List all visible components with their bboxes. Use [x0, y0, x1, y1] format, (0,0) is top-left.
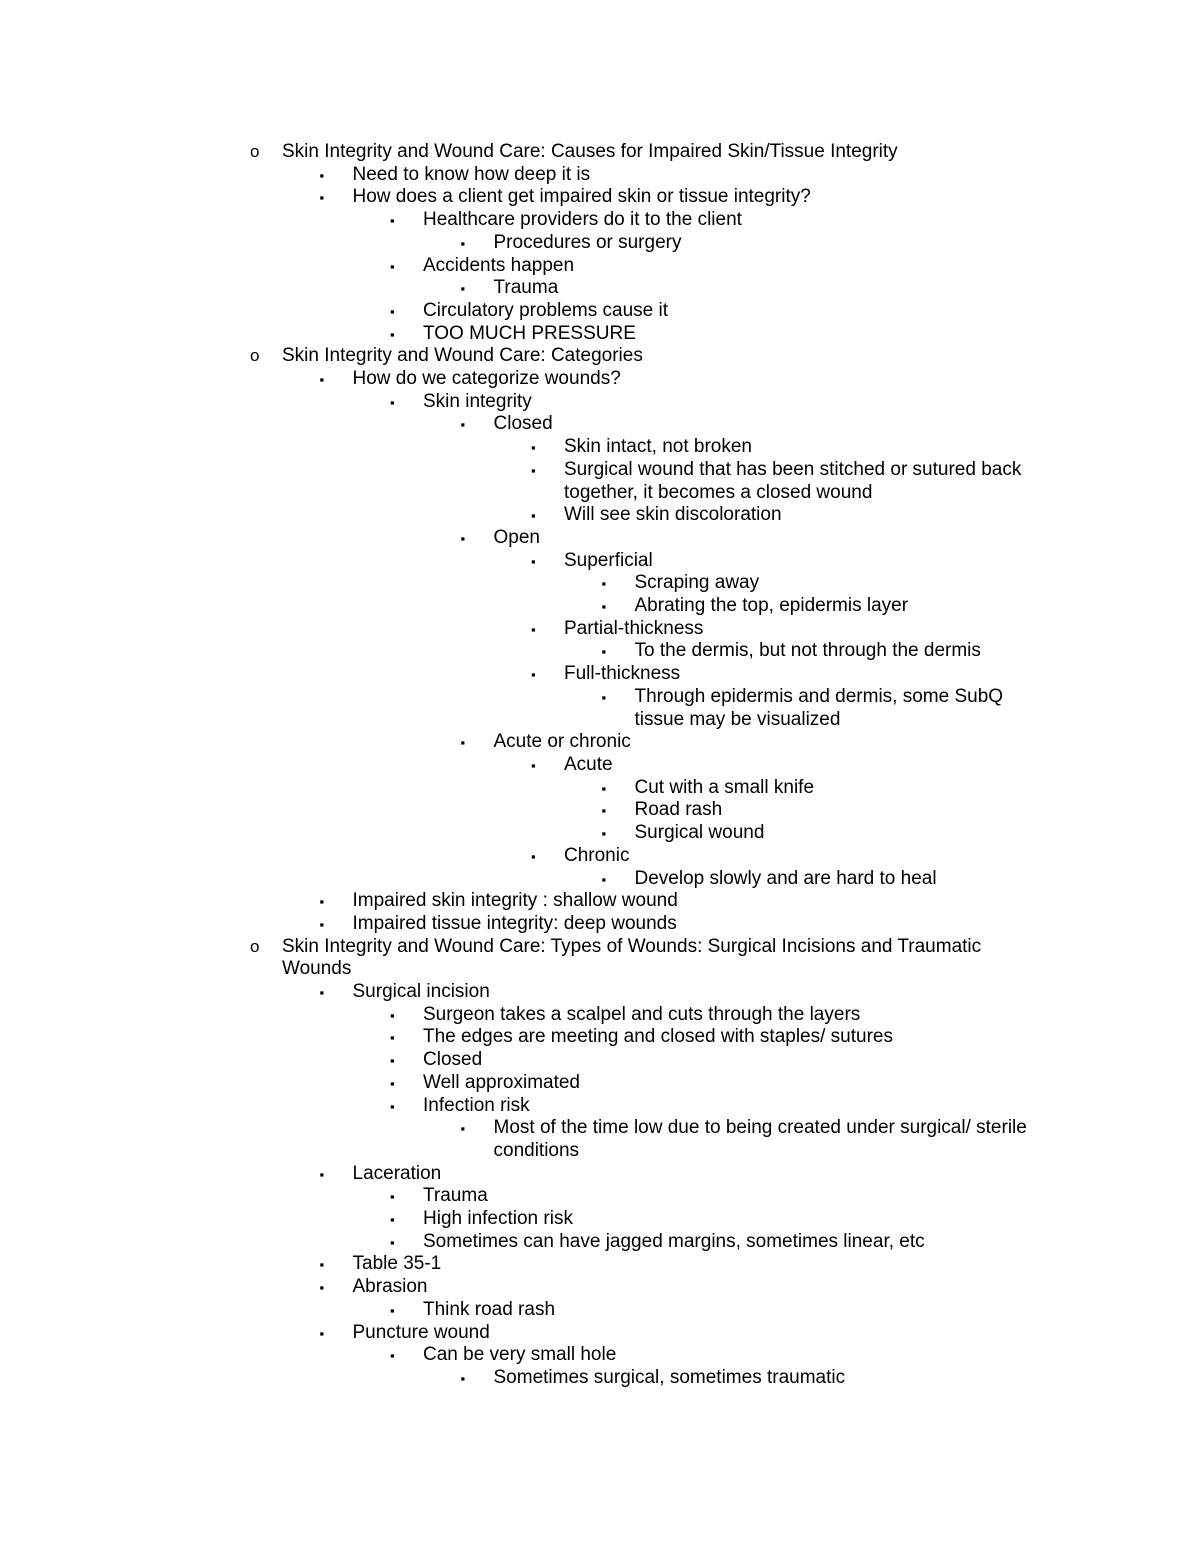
outline-item-text: Closed: [423, 1049, 483, 1071]
outline-item-level-0: [0, 141, 1200, 164]
outline-item-level-0: [0, 345, 1200, 368]
square-bullet-icon: ▪: [319, 1166, 325, 1182]
outline-item-text: Surgical wound that has been stitched or sutured back together, it becomes a closed wound: [564, 458, 1022, 503]
square-bullet-icon: ▪: [319, 985, 325, 1001]
outline-item-text: Skin intact, not broken: [564, 436, 752, 458]
square-bullet-icon: ▪: [460, 1370, 466, 1386]
outline-item-text: To the dermis, but not through the dermis: [634, 640, 981, 662]
outline-item-text: Closed: [493, 413, 553, 435]
outline-item-level-1: [0, 890, 1200, 913]
outline-item-level-3: [0, 232, 1200, 255]
square-bullet-icon: ▪: [390, 1302, 395, 1318]
square-bullet-icon: ▪: [601, 826, 607, 842]
outline-item-text: Table 35-1: [352, 1253, 442, 1275]
outline-item-level-0: [0, 936, 1200, 981]
outline-item-level-3: [0, 1367, 1200, 1390]
outline-item-level-2: [0, 255, 1200, 278]
outline-item-level-4: [0, 459, 1200, 504]
outline-item-level-5: [0, 595, 1200, 618]
square-bullet-icon: ▪: [390, 303, 395, 319]
square-bullet-icon: ▪: [390, 1007, 395, 1023]
square-bullet-icon: ▪: [601, 599, 607, 615]
outline-item-text: Develop slowly and are hard to heal: [634, 867, 937, 889]
outline-item-level-1: [0, 186, 1200, 209]
outline-item-level-2: [0, 391, 1200, 414]
square-bullet-icon: ▪: [390, 1348, 395, 1364]
outline-item-level-2: [0, 1072, 1200, 1095]
outline-item-text: Infection risk: [423, 1094, 530, 1116]
square-bullet-icon: ▪: [319, 916, 325, 932]
outline-item-text: TOO MUCH PRESSURE: [423, 322, 636, 344]
outline-item-level-3: [0, 413, 1200, 436]
outline-item-text: Abrating the top, epidermis layer: [634, 595, 909, 617]
square-bullet-icon: ▪: [531, 440, 536, 456]
outline-item-text: Scraping away: [634, 572, 760, 594]
outline-item-text: Skin integrity: [423, 390, 532, 412]
square-bullet-icon: ▪: [531, 667, 536, 683]
square-bullet-icon: ▪: [319, 372, 325, 388]
outline-item-text: Trauma: [423, 1185, 488, 1207]
square-bullet-icon: ▪: [319, 1257, 325, 1273]
outline-item-level-4: [0, 618, 1200, 641]
outline-item-text: Most of the time low due to being created under surgical/ sterile conditions: [493, 1117, 1027, 1161]
outline-item-level-5: [0, 640, 1200, 663]
outline-item-text: High infection risk: [423, 1208, 573, 1230]
outline-item-text: Healthcare providers do it to the client: [423, 209, 742, 231]
outline-item-level-5: [0, 777, 1200, 800]
outline-item-text: Impaired tissue integrity: deep wounds: [352, 912, 677, 934]
outline-item-text: How do we categorize wounds?: [352, 368, 621, 390]
square-bullet-icon: ▪: [460, 417, 466, 433]
outline-item-text: Trauma: [493, 277, 559, 299]
outline-item-text: Full-thickness: [564, 663, 681, 685]
circle-bullet-icon: o: [250, 346, 260, 366]
outline-item-level-4: [0, 663, 1200, 686]
square-bullet-icon: ▪: [390, 1212, 395, 1228]
outline-item-level-2: [0, 1004, 1200, 1027]
outline-item-level-5: [0, 822, 1200, 845]
outline-item-text: Procedures or surgery: [493, 231, 682, 253]
outline-item-level-1: [0, 913, 1200, 936]
square-bullet-icon: ▪: [531, 848, 536, 864]
outline-item-level-2: [0, 323, 1200, 346]
outline-item-text: Acute: [564, 753, 613, 775]
circle-bullet-icon: o: [250, 142, 260, 161]
outline-item-level-1: [0, 164, 1200, 187]
outline-item-level-2: [0, 1208, 1200, 1231]
outline-item-text: Sometimes surgical, sometimes traumatic: [493, 1366, 846, 1388]
outline-item-text: The edges are meeting and closed with staples/ sutures: [423, 1026, 893, 1048]
outline-item-level-1: [0, 981, 1200, 1004]
outline-item-text: Road rash: [634, 799, 723, 821]
outline-item-text: Circulatory problems cause it: [423, 299, 668, 321]
square-bullet-icon: ▪: [390, 1075, 395, 1091]
outline-item-level-1: [0, 1322, 1200, 1345]
outline-item-text: Sometimes can have jagged margins, sometimes linear, etc: [423, 1230, 925, 1252]
outline-item-level-2: [0, 1185, 1200, 1208]
square-bullet-icon: ▪: [601, 576, 607, 592]
square-bullet-icon: ▪: [390, 1098, 395, 1114]
square-bullet-icon: ▪: [319, 190, 325, 206]
outline-item-level-4: [0, 504, 1200, 527]
square-bullet-icon: ▪: [390, 213, 395, 229]
outline-item-level-2: [0, 1299, 1200, 1322]
outline-item-level-5: [0, 686, 1200, 731]
outline-item-level-2: [0, 1095, 1200, 1118]
square-bullet-icon: ▪: [531, 553, 536, 569]
square-bullet-icon: ▪: [531, 462, 536, 478]
outline-item-level-5: [0, 799, 1200, 822]
square-bullet-icon: ▪: [531, 757, 536, 773]
square-bullet-icon: ▪: [319, 167, 325, 183]
outline-item-text: Can be very small hole: [423, 1344, 617, 1366]
square-bullet-icon: ▪: [390, 394, 395, 410]
square-bullet-icon: ▪: [460, 735, 466, 751]
outline-item-text: Well approximated: [423, 1071, 581, 1093]
outline-item-text: Acute or chronic: [493, 731, 631, 753]
outline-item-text: Chronic: [564, 844, 630, 866]
outline-item-level-2: [0, 209, 1200, 232]
outline-item-text: Need to know how deep it is: [352, 163, 591, 185]
outline-item-text: Impaired skin integrity : shallow wound: [352, 890, 678, 912]
outline-item-text: Surgical incision: [352, 981, 490, 1003]
outline-item-level-5: [0, 572, 1200, 595]
outline-item-level-4: [0, 436, 1200, 459]
square-bullet-icon: ▪: [390, 1053, 395, 1069]
outline-item-level-1: [0, 368, 1200, 391]
outline-item-text: Skin Integrity and Wound Care: Categories: [282, 345, 643, 367]
outline-item-level-4: [0, 845, 1200, 868]
outline-item-level-2: [0, 1231, 1200, 1254]
outline-item-level-3: [0, 277, 1200, 300]
square-bullet-icon: ▪: [531, 508, 536, 524]
square-bullet-icon: ▪: [390, 326, 395, 342]
outline-item-text: Laceration: [352, 1162, 442, 1184]
square-bullet-icon: ▪: [601, 689, 607, 705]
outline-item-level-2: [0, 1344, 1200, 1367]
outline-item-text: Abrasion: [352, 1276, 428, 1298]
document-outline: [0, 141, 1200, 1390]
outline-item-text: Partial-thickness: [564, 617, 704, 639]
square-bullet-icon: ▪: [601, 644, 607, 660]
square-bullet-icon: ▪: [390, 1030, 395, 1046]
outline-item-text: Skin Integrity and Wound Care: Types of Wounds: Surgical Incisions and Traumatic Wounds: [282, 935, 982, 980]
outline-item-text: Surgeon takes a scalpel and cuts through the layers: [423, 1003, 861, 1025]
outline-item-level-3: [0, 527, 1200, 550]
outline-item-level-4: [0, 754, 1200, 777]
outline-item-text: Puncture wound: [352, 1321, 490, 1343]
outline-item-text: Through epidermis and dermis, some SubQ tissue may be visualized: [634, 685, 1004, 730]
square-bullet-icon: ▪: [601, 803, 607, 819]
outline-item-level-1: [0, 1276, 1200, 1299]
square-bullet-icon: ▪: [460, 530, 466, 546]
square-bullet-icon: ▪: [319, 1325, 325, 1341]
outline-item-text: Open: [493, 526, 540, 548]
square-bullet-icon: ▪: [390, 1189, 395, 1205]
outline-item-text: Cut with a small knife: [634, 776, 815, 798]
outline-item-level-4: [0, 550, 1200, 573]
outline-item-text: Surgical wound: [634, 822, 765, 844]
square-bullet-icon: ▪: [460, 281, 466, 297]
square-bullet-icon: ▪: [460, 235, 466, 251]
square-bullet-icon: ▪: [460, 1121, 466, 1137]
square-bullet-icon: ▪: [319, 894, 325, 910]
outline-item-text: Accidents happen: [423, 254, 575, 276]
square-bullet-icon: ▪: [601, 871, 607, 887]
outline-item-level-2: [0, 300, 1200, 323]
outline-item-text: Will see skin discoloration: [564, 504, 782, 526]
outline-item-level-2: [0, 1026, 1200, 1049]
outline-item-text: Superficial: [564, 549, 653, 571]
outline-item-level-3: [0, 1117, 1200, 1162]
square-bullet-icon: ▪: [390, 1234, 395, 1250]
outline-item-level-5: [0, 868, 1200, 891]
circle-bullet-icon: o: [250, 936, 260, 956]
square-bullet-icon: ▪: [390, 258, 395, 274]
outline-item-level-3: [0, 731, 1200, 754]
outline-item-level-1: [0, 1163, 1200, 1186]
square-bullet-icon: ▪: [531, 621, 536, 637]
square-bullet-icon: ▪: [601, 780, 607, 796]
outline-item-text: How does a client get impaired skin or tissue integrity?: [352, 186, 811, 208]
outline-item-text: Skin Integrity and Wound Care: Causes for Impaired Skin/Tissue Integrity: [282, 141, 898, 162]
outline-item-text: Think road rash: [423, 1298, 556, 1320]
outline-item-level-1: [0, 1253, 1200, 1276]
outline-item-level-2: [0, 1049, 1200, 1072]
square-bullet-icon: ▪: [319, 1280, 325, 1296]
